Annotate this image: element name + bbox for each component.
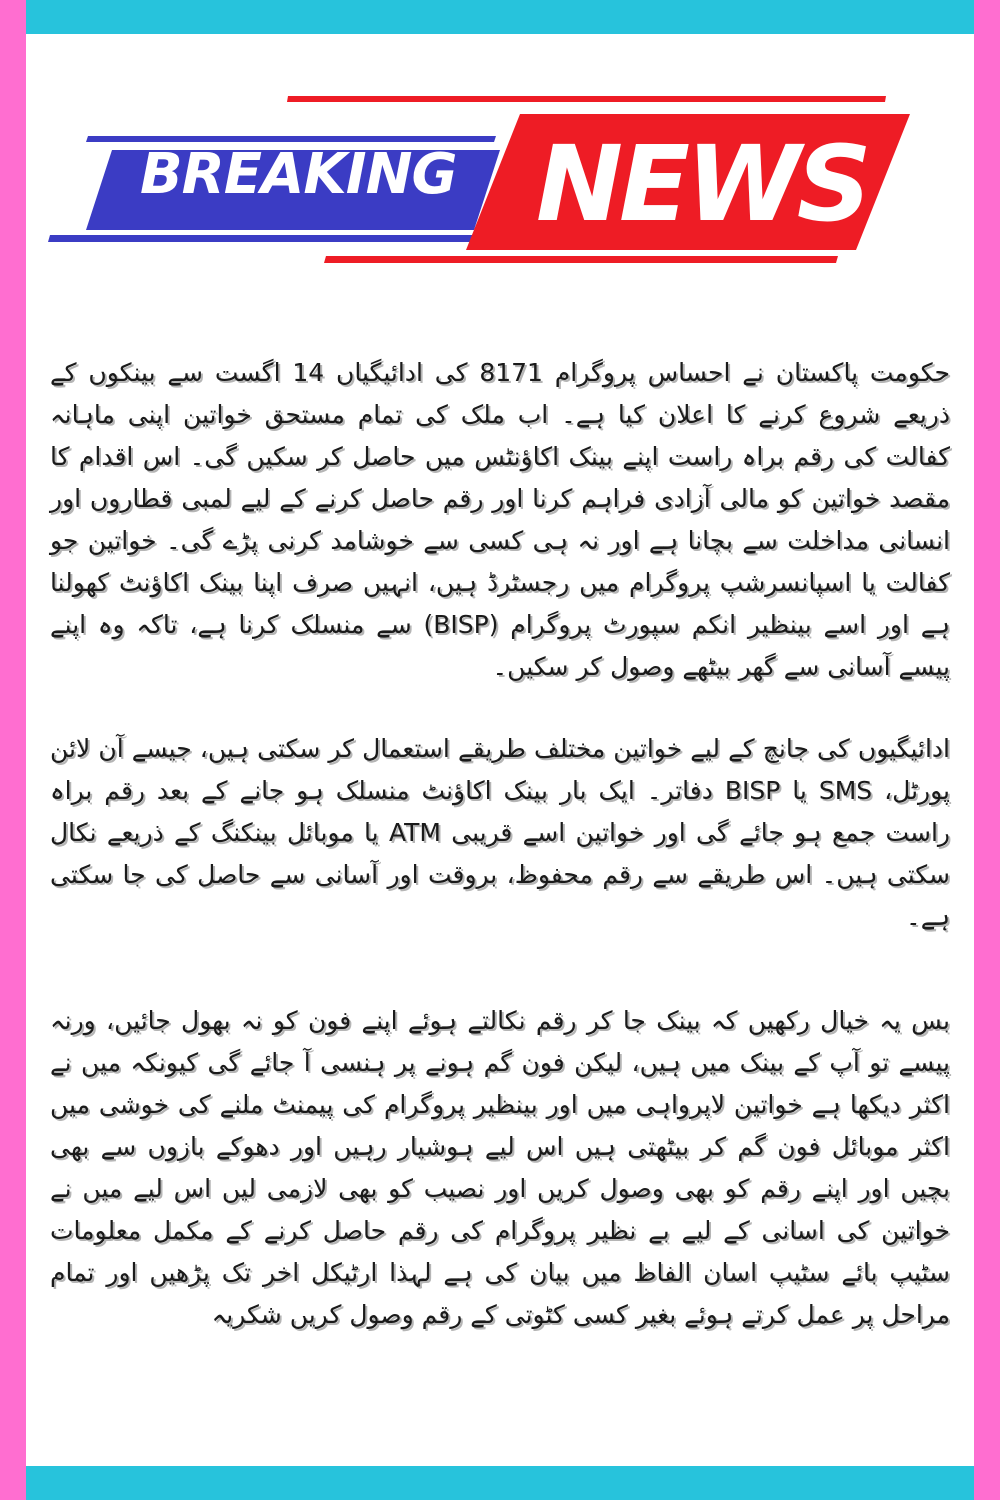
article-paragraph: ادائیگیوں کی جانچ کے لیے خواتین مختلف طریقے استعمال کر سکتی ہیں، جیسے آن لائن پورٹل، SMS یا BISP دفاتر۔ ایک بار بینک اکاؤنٹ منسلک ہو جانے کے بعد رقم براہ راست جمع ہو جائے گی اور خواتین اسے قریبی ATM یا موبائل بینکنگ کے ذریعے نکال سکتی ہیں۔ اس طریقے سے رقم محفوظ، بروقت اور آسانی سے حاصل کی جا سکتی ہے۔ (50, 734, 951, 931)
breaking-news-banner (0, 80, 1000, 280)
red-bottom-stripe (324, 256, 838, 263)
article-paragraph: حکومت پاکستان نے احساس پروگرام 8171 کی ادائیگیاں 14 اگست سے بینکوں کے ذریعے شروع کرنے کا اعلان کیا ہے۔ اب ملک کی تمام مستحق خواتین اپنی ماہانہ کفالت کی رقم براہ راست اپنے بینک اکاؤنٹس میں حاصل کر سکیں گی۔ اس اقدام کا مقصد خواتین کو مالی آزادی فراہم کرنا اور رقم حاصل کرنے کے لیے لمبی قطاروں اور انسانی مداخلت سے بچانا ہے اور نہ ہی کسی سے خوشامد کرنی پڑے گی۔ خواتین جو کفالت یا اسپانسرشپ پروگرام میں رجسٹرڈ ہیں، انہیں صرف اپنا بینک اکاؤنٹ کھولنا ہے اور اسے بینظیر انکم سپورٹ پروگرام (BISP) سے منسلک کرنا ہے، تاکہ وہ اپنے پیسے آسانی سے گھر بیٹھے وصول کر سکیں۔ (50, 358, 950, 681)
blue-bottom-stripe (48, 235, 496, 242)
top-border (0, 0, 1000, 34)
article-paragraph: بس یہ خیال رکھیں کہ بینک جا کر رقم نکالتے ہوئے اپنے فون کو نہ بھول جائیں، ورنہ پیسے تو آپ کے بینک میں ہیں، لیکن فون گم ہونے پر ہنسی آ جائے گی کیونکہ میں نے اکثر دیکھا ہے خواتین لاپرواہی میں اور بینظیر پروگرام کی پیمنٹ ملنے کی خوشی میں اکثر موبائل فون گم کر بیٹھتی ہیں اس لیے ہوشیار رہیں اور دھوکے بازوں سے بھی بچیں اور اپنے رقم کو بھی وصول کریں اور نصیب کو بھی لازمی لیں اس لیے میں نے خواتین کی اسانی کے لیے بے نظیر پروگرام کی رقم حاصل کرنے کے مکمل معلومات سٹیپ بائے سٹیپ اسان الفاظ میں بیان کی ہے لہذا ارٹیکل اخر تک پڑھیں اور تمام مراحل پر عمل کرتے ہوئے بغیر کسی کٹوتی کے رقم وصول کریں شکریہ (50, 1006, 950, 1329)
red-top-stripe (287, 96, 886, 102)
news-label: NEWS (536, 123, 868, 245)
article-body (50, 352, 950, 1336)
bottom-border (0, 1466, 1000, 1500)
breaking-label: BREAKING (140, 142, 457, 207)
